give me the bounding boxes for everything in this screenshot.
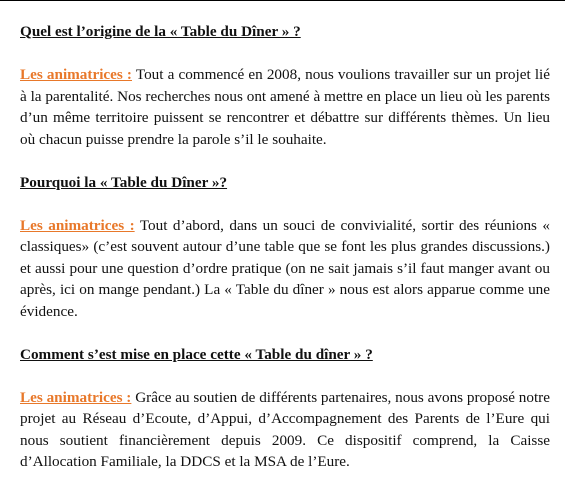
- answer-text: Tout d’abord, dans un souci de convivialité, sortir des réunions « classiques» (c’est souvent autour d’une table que se font les plus grandes discussions.) et aussi pour une question d’ordre pratique (on ne sait jamais s’il faut manger avant ou après, ici on mange pendant.) La « Table du dîner » nous est alors apparue comme une évidence.: [20, 216, 550, 320]
- question-heading: Pourquoi la « Table du Dîner »?: [20, 173, 228, 191]
- interview-document: [20, 21, 550, 473]
- spacer: [20, 193, 550, 215]
- top-border-line: [0, 0, 565, 1]
- speaker-label: Les animatrices :: [20, 388, 132, 406]
- speaker-label: Les animatrices :: [20, 216, 135, 234]
- answer-paragraph: [20, 215, 550, 323]
- question-heading: Comment s’est mise en place cette « Table du dîner » ?: [20, 345, 373, 363]
- question-heading: Quel est l’origine de la « Table du Dîner » ?: [20, 23, 301, 40]
- answer-paragraph: [20, 387, 550, 473]
- spacer: [20, 150, 550, 172]
- answer-paragraph: [20, 64, 550, 150]
- spacer: [20, 322, 550, 344]
- speaker-label: Les animatrices :: [20, 66, 132, 83]
- answer-text: Tout a commencé en 2008, nous voulions travailler sur un projet lié à la parentalité. Nos recherches nous ont amené à mettre en place un lieu où les parents d’un même territoire puissent se rencontrer et débattre sur différents thèmes. Un lieu où chacun puisse prendre la parole s’il le souhaite.: [20, 66, 550, 148]
- spacer: [20, 365, 550, 387]
- spacer: [20, 43, 550, 65]
- answer-text: Grâce au soutien de différents partenaires, nous avons proposé notre projet au Réseau d’Ecoute, d’Appui, d’Accompagnement des Parents de l’Eure qui nous soutient financièrement depuis 2009. Ce dispositif comprend, la Caisse d’Allocation Familiale, la DDCS et la MSA de l’Eure.: [20, 388, 550, 470]
